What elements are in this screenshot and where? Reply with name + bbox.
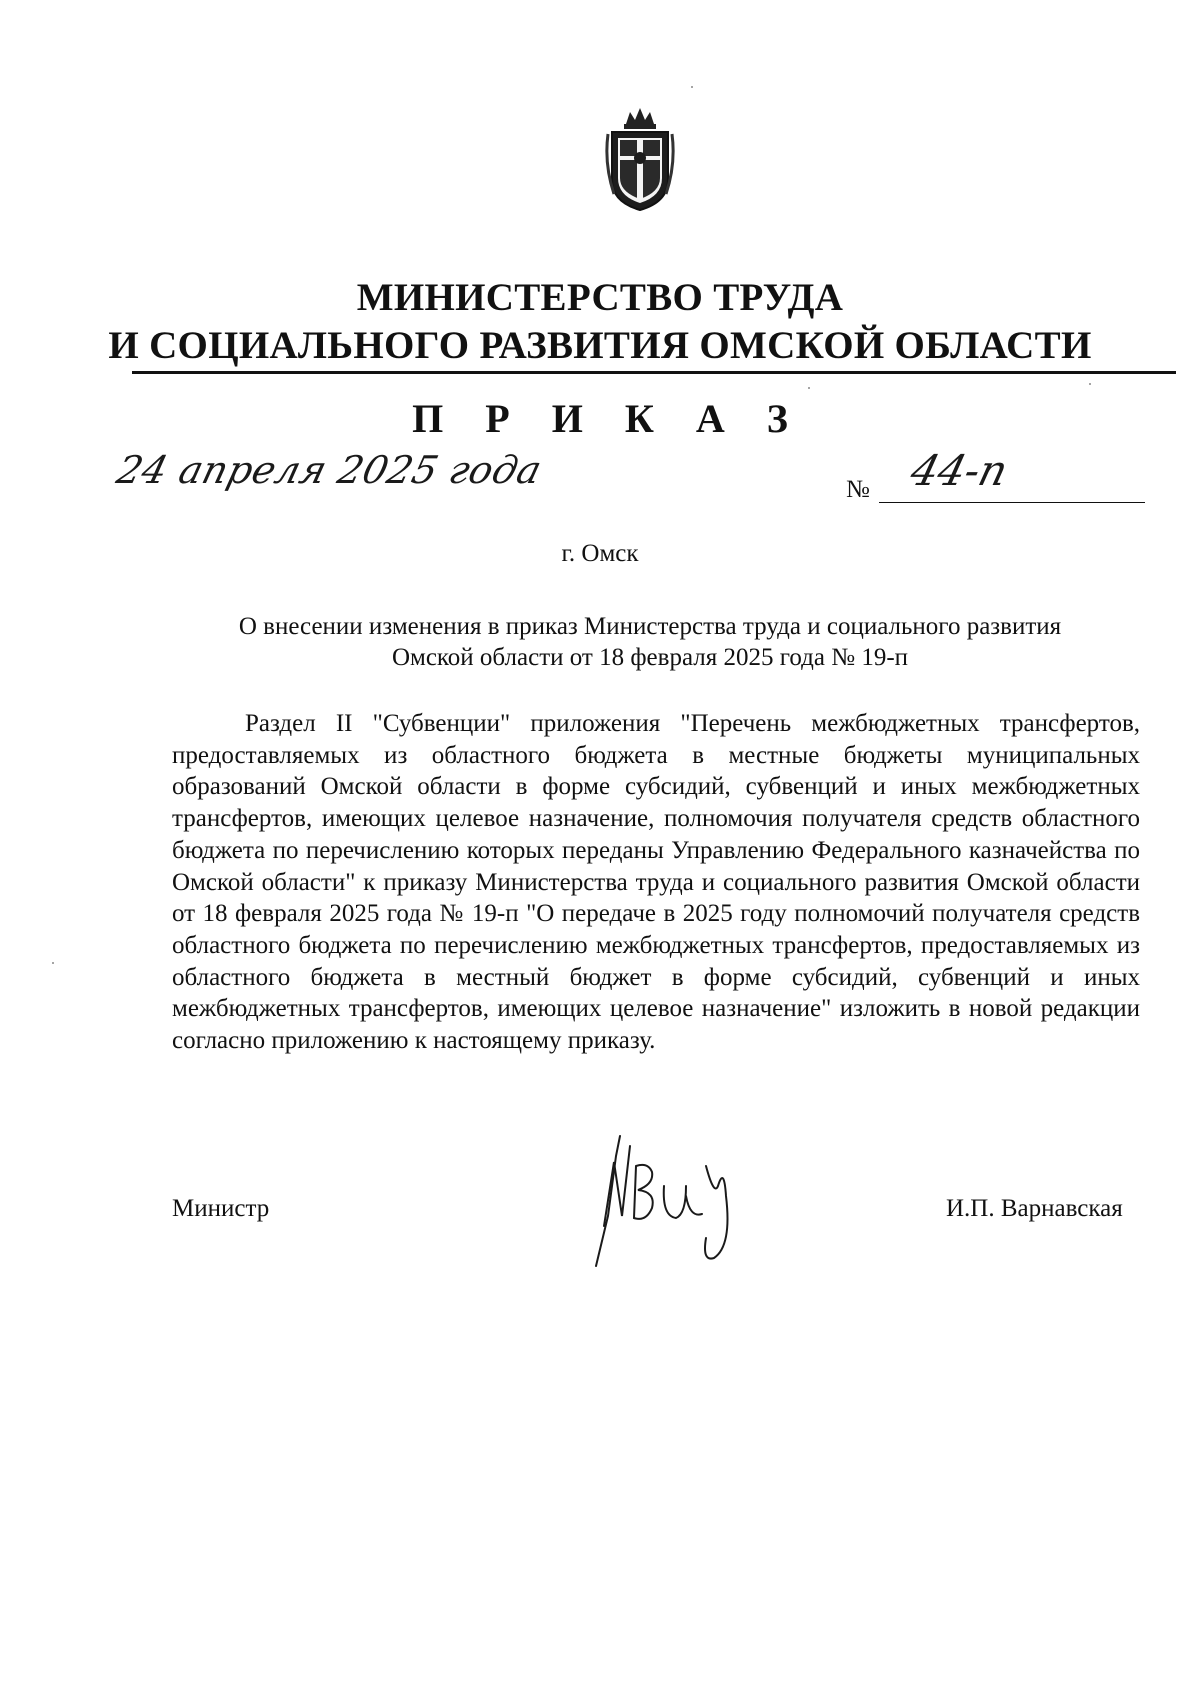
scan-speck bbox=[1089, 383, 1091, 385]
scan-speck bbox=[691, 86, 693, 88]
ministry-name-line-1: МИНИСТЕРСТВО ТРУДА bbox=[356, 276, 844, 319]
scan-speck bbox=[52, 962, 54, 964]
document-type-title: П Р И К А З bbox=[412, 396, 804, 441]
signer-role: Министр bbox=[172, 1195, 270, 1222]
signature-icon bbox=[586, 1126, 756, 1276]
city: г. Омск bbox=[561, 540, 639, 567]
handwritten-date: 24 апреля 2025 года bbox=[112, 448, 547, 492]
ministry-name-line-2: И СОЦИАЛЬНОГО РАЗВИТИЯ ОМСКОЙ ОБЛАСТИ bbox=[108, 324, 1092, 367]
header-divider bbox=[132, 371, 1176, 374]
subject-line-2: Омской области от 18 февраля 2025 года № 19-п bbox=[391, 644, 909, 671]
signer-name: И.П. Варнавская bbox=[946, 1195, 1123, 1222]
scan-speck bbox=[808, 387, 810, 389]
order-body-paragraph: Раздел II "Субвенции" приложения "Перечень межбюджетных трансфертов, предоставляемых из областного бюджета в местные бюджеты муниципальных образований Омской области в форме субсидий, субвенций и иных межбюджетных трансфертов, имеющих целевое назначение, полномочия получателя средств областного бюджета по перечислению которых переданы Управлению Федерального казначейства по Омской области" к приказу Министерства труда и социального развития Омской области от 18 февраля 2025 года № 19-п "О передаче в 2025 году полномочий получателя средств областного бюджета по перечислению межбюджетных трансфертов, предоставляемых из областного бюджета в местный бюджет в форме субсидий, субвенций и иных межбюджетных трансфертов, имеющих целевое назначение" изложить в новой редакции согласно приложению к настоящему приказу. bbox=[172, 710, 1140, 1055]
number-underline bbox=[879, 502, 1145, 503]
order-subject bbox=[160, 611, 1140, 673]
subject-line-1: О внесении изменения в приказ Министерства труда и социального развития bbox=[238, 613, 1062, 640]
number-label: № bbox=[846, 476, 870, 503]
coat-of-arms-icon bbox=[604, 104, 676, 214]
handwritten-order-number: 44-п bbox=[905, 446, 1013, 495]
